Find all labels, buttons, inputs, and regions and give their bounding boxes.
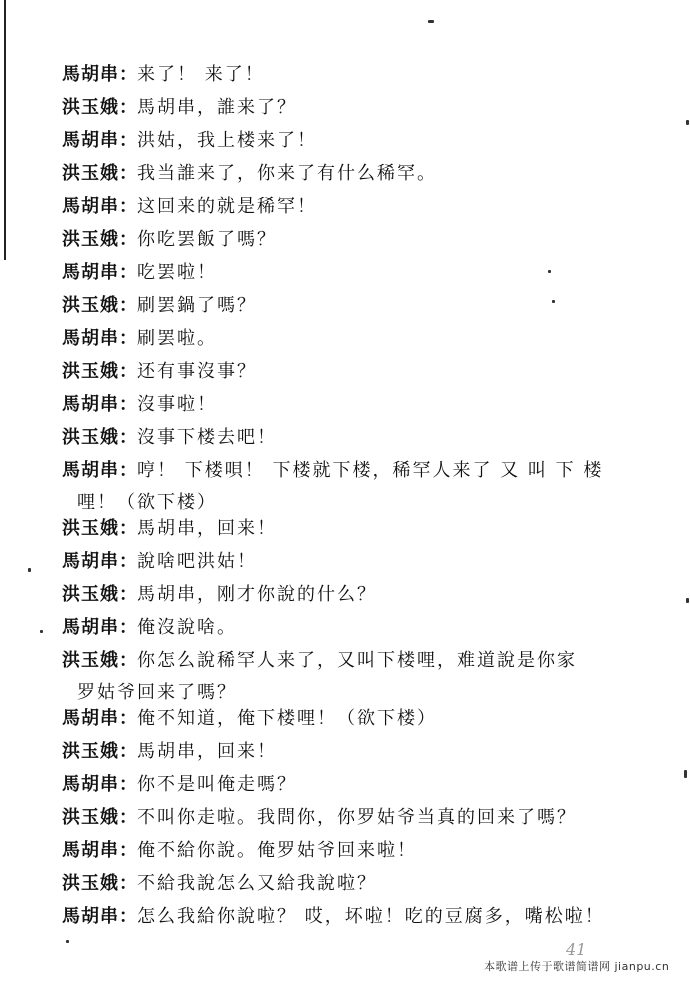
speech-text-main: 你不是叫俺走嗎？ bbox=[137, 774, 297, 795]
speech-text-main: 馬胡串，回来！ bbox=[137, 518, 277, 539]
speech-text bbox=[137, 807, 607, 829]
speech-text-main: 刷罢啦。 bbox=[137, 328, 217, 349]
speech-text-main: 哼！ 下楼唄！ 下楼就下楼，稀罕人来了 又 叫 下 楼 bbox=[137, 460, 604, 481]
speech-text-main: 說啥吧洪姑！ bbox=[137, 551, 257, 572]
speaker-colon: ： bbox=[119, 328, 137, 349]
speaker-name: 馬胡串 bbox=[62, 328, 119, 349]
scan-speck bbox=[548, 270, 551, 273]
dialogue-script bbox=[62, 64, 662, 939]
speaker-name: 洪玉娥 bbox=[62, 361, 119, 382]
scan-speck bbox=[28, 568, 31, 572]
speaker-colon: ： bbox=[119, 427, 137, 448]
speaker-name: 馬胡串 bbox=[62, 460, 119, 481]
speech-text bbox=[137, 551, 607, 573]
speech-text-main: 不叫你走啦。我問你，你罗姑爷当真的回来了嗎？ bbox=[137, 807, 577, 828]
speech-text bbox=[137, 741, 607, 763]
dialogue-line bbox=[62, 427, 662, 460]
dialogue-line bbox=[62, 551, 662, 584]
speaker-colon: ： bbox=[119, 807, 137, 828]
speech-text bbox=[137, 295, 607, 317]
speech-text bbox=[137, 97, 607, 119]
dialogue-line bbox=[62, 741, 662, 774]
speech-text-main: 俺不給你說。俺罗姑爷回来啦！ bbox=[137, 840, 417, 861]
speaker-colon: ： bbox=[119, 840, 137, 861]
speaker-name: 洪玉娥 bbox=[62, 163, 119, 184]
speaker-colon: ： bbox=[119, 617, 137, 638]
speech-text bbox=[137, 64, 607, 86]
speech-text-main: 怎么我給你說啦？ 哎，坏啦！吃的豆腐多，嘴松啦！ bbox=[137, 906, 605, 927]
speech-text bbox=[137, 584, 607, 606]
speaker-colon: ： bbox=[119, 873, 137, 894]
speech-text bbox=[137, 328, 607, 350]
speech-text-main: 不給我說怎么又給我說啦？ bbox=[137, 873, 377, 894]
scan-speck bbox=[552, 300, 555, 303]
speech-text-main: 还有事沒事？ bbox=[137, 361, 257, 382]
speaker-name: 馬胡串 bbox=[62, 64, 119, 85]
speech-text bbox=[137, 427, 607, 449]
speech-text-main: 馬胡串，刚才你說的什么？ bbox=[137, 584, 377, 605]
speaker-colon: ： bbox=[119, 518, 137, 539]
speaker-name: 洪玉娥 bbox=[62, 741, 119, 762]
speaker-name: 馬胡串 bbox=[62, 262, 119, 283]
speech-text bbox=[137, 774, 607, 796]
scan-speck bbox=[684, 770, 687, 778]
speaker-name: 馬胡串 bbox=[62, 196, 119, 217]
speech-text-main: 我当誰来了，你来了有什么稀罕。 bbox=[137, 163, 437, 184]
speech-text bbox=[137, 873, 607, 895]
speaker-colon: ： bbox=[119, 551, 137, 572]
speaker-name: 洪玉娥 bbox=[62, 97, 119, 118]
dialogue-line bbox=[62, 229, 662, 262]
speaker-colon: ： bbox=[119, 774, 137, 795]
scan-speck bbox=[686, 598, 689, 603]
speaker-colon: ： bbox=[119, 708, 137, 729]
speaker-name: 洪玉娥 bbox=[62, 427, 119, 448]
dialogue-line bbox=[62, 196, 662, 229]
speaker-colon: ： bbox=[119, 262, 137, 283]
speech-text-main: 吃罢啦！ bbox=[137, 262, 217, 283]
speech-text bbox=[137, 708, 607, 730]
footer-watermark: 本歌谱上传于歌谱简谱网 jianpu.cn bbox=[484, 960, 670, 973]
speech-text-main: 俺不知道，俺下楼哩！（欲下楼） bbox=[137, 708, 437, 729]
scan-speck bbox=[66, 940, 69, 943]
speaker-name: 馬胡串 bbox=[62, 774, 119, 795]
dialogue-line bbox=[62, 518, 662, 551]
speech-text bbox=[137, 906, 607, 928]
speech-text bbox=[137, 229, 607, 251]
dialogue-line bbox=[62, 906, 662, 939]
speaker-name: 馬胡串 bbox=[62, 708, 119, 729]
speaker-name: 馬胡串 bbox=[62, 906, 119, 927]
dialogue-line bbox=[62, 873, 662, 906]
speaker-colon: ： bbox=[119, 295, 137, 316]
speech-text-main: 沒事啦！ bbox=[137, 394, 217, 415]
speech-text bbox=[137, 262, 607, 284]
dialogue-line bbox=[62, 650, 662, 708]
speaker-name: 馬胡串 bbox=[62, 551, 119, 572]
speaker-name: 洪玉娥 bbox=[62, 807, 119, 828]
dialogue-line bbox=[62, 584, 662, 617]
speaker-name: 洪玉娥 bbox=[62, 295, 119, 316]
speaker-name: 洪玉娥 bbox=[62, 584, 119, 605]
dialogue-line bbox=[62, 64, 662, 97]
dialogue-line bbox=[62, 328, 662, 361]
speaker-colon: ： bbox=[119, 97, 137, 118]
speech-text-main: 来了！ 来了！ bbox=[137, 64, 265, 85]
scan-speck bbox=[428, 20, 434, 23]
dialogue-line bbox=[62, 460, 662, 518]
dialogue-line bbox=[62, 295, 662, 328]
speech-text-main: 沒事下楼去吧！ bbox=[137, 427, 277, 448]
speech-text bbox=[137, 617, 607, 639]
speech-text-main: 你怎么說稀罕人来了，又叫下楼哩，难道說是你家 bbox=[137, 650, 577, 671]
speaker-name: 洪玉娥 bbox=[62, 873, 119, 894]
speaker-name: 洪玉娥 bbox=[62, 650, 119, 671]
speech-text-continuation: 哩！（欲下楼） bbox=[77, 492, 217, 513]
speaker-colon: ： bbox=[119, 163, 137, 184]
speech-text bbox=[137, 196, 607, 218]
dialogue-line bbox=[62, 97, 662, 130]
speaker-colon: ： bbox=[119, 130, 137, 151]
speech-text bbox=[137, 518, 607, 540]
speech-text bbox=[137, 130, 607, 152]
dialogue-line bbox=[62, 617, 662, 650]
speech-text-main: 刷罢鍋了嗎？ bbox=[137, 295, 257, 316]
scan-speck bbox=[686, 120, 689, 125]
speaker-colon: ： bbox=[119, 229, 137, 250]
speaker-colon: ： bbox=[119, 584, 137, 605]
speaker-colon: ： bbox=[119, 361, 137, 382]
speech-text-continuation: 罗姑爷回来了嗎？ bbox=[77, 682, 237, 703]
speaker-colon: ： bbox=[119, 196, 137, 217]
speech-text-main: 你吃罢飯了嗎？ bbox=[137, 229, 277, 250]
speaker-name: 馬胡串 bbox=[62, 840, 119, 861]
speaker-colon: ： bbox=[119, 460, 137, 481]
speaker-name: 馬胡串 bbox=[62, 617, 119, 638]
dialogue-line bbox=[62, 807, 662, 840]
left-edge-rule bbox=[4, 0, 6, 260]
dialogue-line bbox=[62, 708, 662, 741]
speaker-name: 洪玉娥 bbox=[62, 229, 119, 250]
speech-text-main: 俺沒說啥。 bbox=[137, 617, 237, 638]
dialogue-line bbox=[62, 262, 662, 295]
speaker-name: 洪玉娥 bbox=[62, 518, 119, 539]
speech-text-main: 馬胡串，誰来了？ bbox=[137, 97, 297, 118]
speech-text bbox=[137, 361, 607, 383]
speech-text-main: 洪姑，我上楼来了！ bbox=[137, 130, 317, 151]
speech-text bbox=[137, 163, 607, 185]
speaker-colon: ： bbox=[119, 906, 137, 927]
page-number: 41 bbox=[566, 940, 587, 959]
speech-text-main: 馬胡串，回来！ bbox=[137, 741, 277, 762]
dialogue-line bbox=[62, 394, 662, 427]
speaker-colon: ： bbox=[119, 650, 137, 671]
dialogue-line bbox=[62, 361, 662, 394]
speaker-name: 馬胡串 bbox=[62, 394, 119, 415]
scan-speck bbox=[40, 630, 43, 633]
speaker-colon: ： bbox=[119, 64, 137, 85]
dialogue-line bbox=[62, 840, 662, 873]
speech-text bbox=[137, 394, 607, 416]
dialogue-line bbox=[62, 163, 662, 196]
speaker-colon: ： bbox=[119, 741, 137, 762]
dialogue-line bbox=[62, 130, 662, 163]
speaker-colon: ： bbox=[119, 394, 137, 415]
speech-text-main: 这回来的就是稀罕！ bbox=[137, 196, 317, 217]
speech-text bbox=[137, 840, 607, 862]
dialogue-line bbox=[62, 774, 662, 807]
speaker-name: 馬胡串 bbox=[62, 130, 119, 151]
